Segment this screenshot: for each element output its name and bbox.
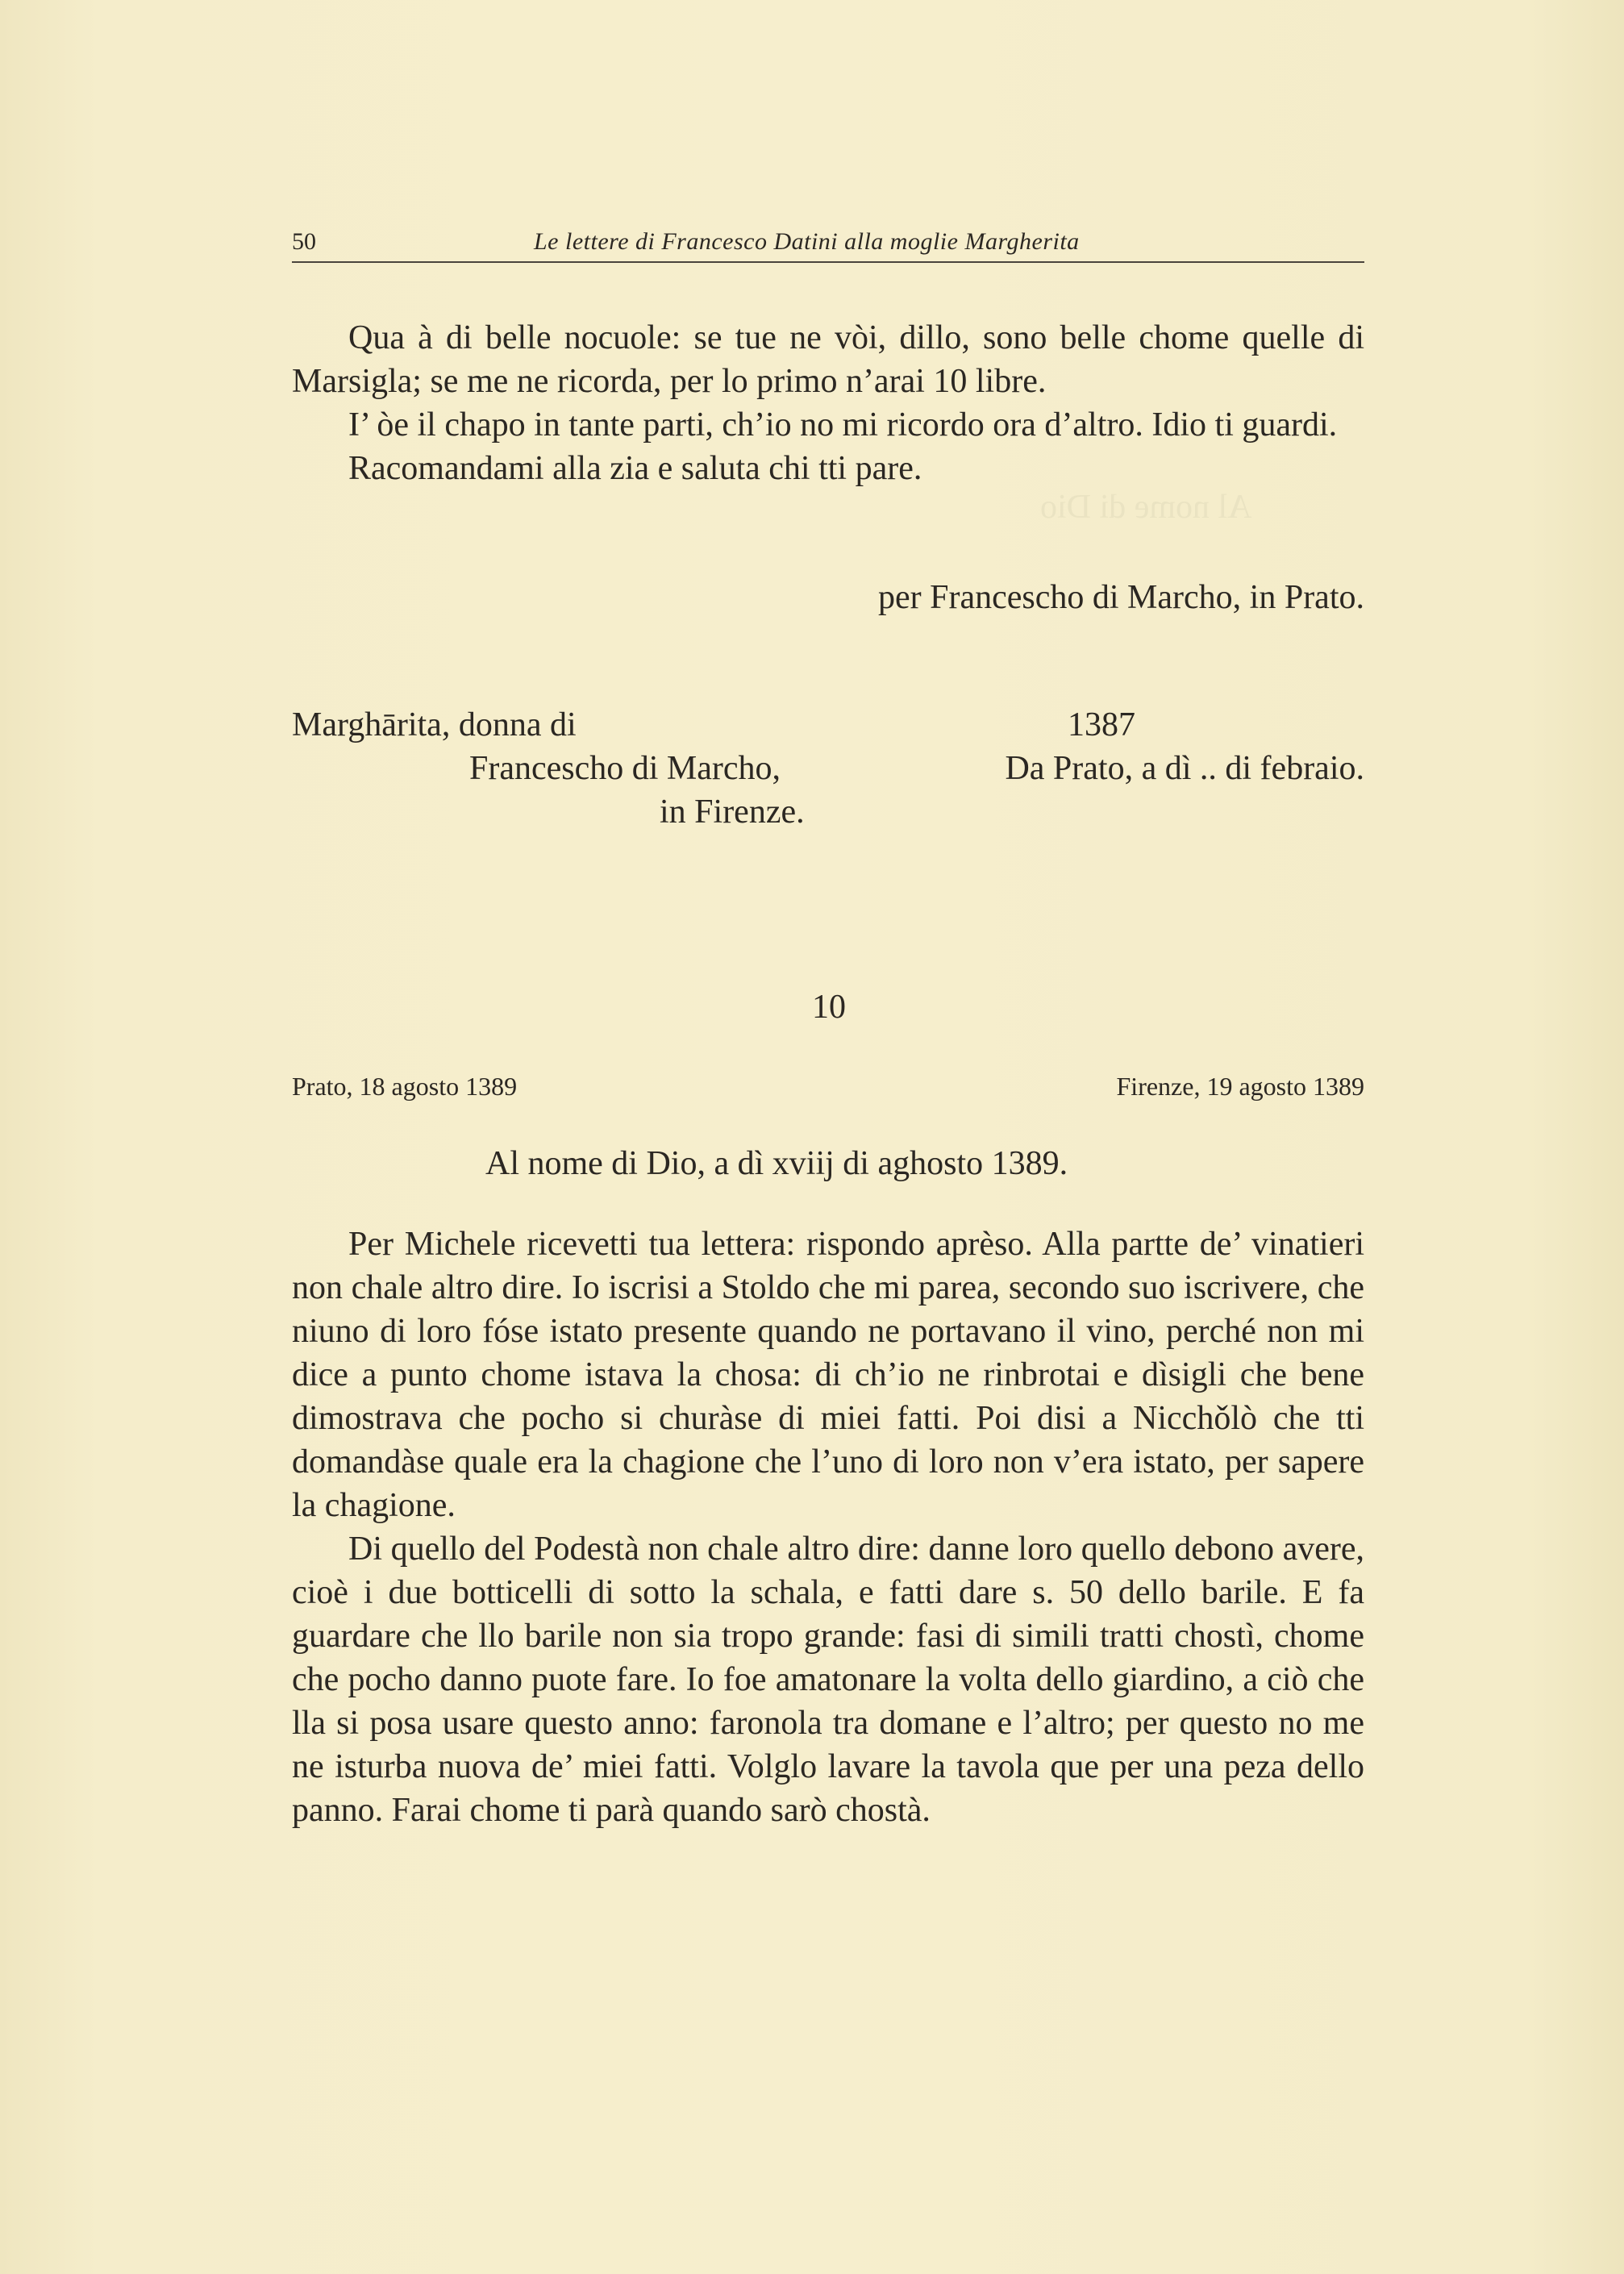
- dateline-place-date: Da Prato, a dì .. di febraio.: [1005, 750, 1364, 787]
- letter-body: [292, 1222, 1364, 1832]
- running-title: Le lettere di Francesco Datini alla moglie Margherita: [534, 228, 1080, 255]
- letter-to: Firenze, 19 agosto 1389: [1116, 1072, 1364, 1101]
- top-text-block: [292, 316, 1364, 490]
- letter-from: Prato, 18 agosto 1389: [292, 1072, 518, 1101]
- running-header: [292, 223, 1364, 263]
- address-line-1: Marghārita, donna di: [292, 706, 577, 743]
- letter-opening: Al nome di Dio, a dì xviij di aghosto 1389.: [485, 1145, 1068, 1182]
- address-line-2: Francescho di Marcho,: [469, 750, 781, 787]
- paragraph: Qua à di belle nocuole: se tue ne vòi, dillo, sono belle chome quelle di Marsigla; se me ne ricorda, per lo primo n’arai 10 libre.: [292, 319, 1364, 400]
- signature: per Francescho di Marcho, in Prato.: [878, 579, 1364, 616]
- page-number: 50: [292, 228, 316, 255]
- show-through-text: Al nome di Dio: [1040, 489, 1252, 526]
- paragraph: Per Michele ricevetti tua lettera: rispondo aprèso. Alla partte de’ vinatieri non chale altro dire. Io iscrisi a Stoldo che mi parea, secondo suo iscrivere, che niuno di loro fóse istato presente quando ne portavano il vino, perché non mi dice a punto chome istava la chosa: di ch’io ne rinbrotai e dìsigli che bene dimostrava che pocho si churàse di miei fatti. Poi disi a Nicchǒlò che tti domandàse quale era la chagione che l’uno di loro non v’era istato, per sapere la chagione.: [292, 1226, 1364, 1524]
- paragraph: Di quello del Podestà non chale altro dire: danne loro quello debono avere, cioè i due botticelli di sotto la schala, e fatti dare s. 50 dello barile. E fa guardare che llo barile non sia tropo grande: fasi di simili tratti chostì, chome che pocho danno puote fare. Io foe amatonare la volta dello giardino, a ciò che lla si posa usare questo anno: faronola tra domane e l’altro; per questo no me ne isturba nuova de’ miei fatti. Volglo lavare la tavola que per una peza dello panno. Farai chome ti parà quando sarò chostà.: [292, 1531, 1364, 1829]
- paragraph: Racomandami alla zia e saluta chi tti pare.: [348, 450, 922, 487]
- letter-number: 10: [812, 989, 846, 1026]
- paragraph: I’ òe il chapo in tante parti, ch’io no mi ricordo ora d’altro. Idio ti guardi.: [348, 406, 1338, 444]
- address-line-3: in Firenze.: [660, 793, 805, 831]
- dateline-year: 1387: [1068, 706, 1135, 743]
